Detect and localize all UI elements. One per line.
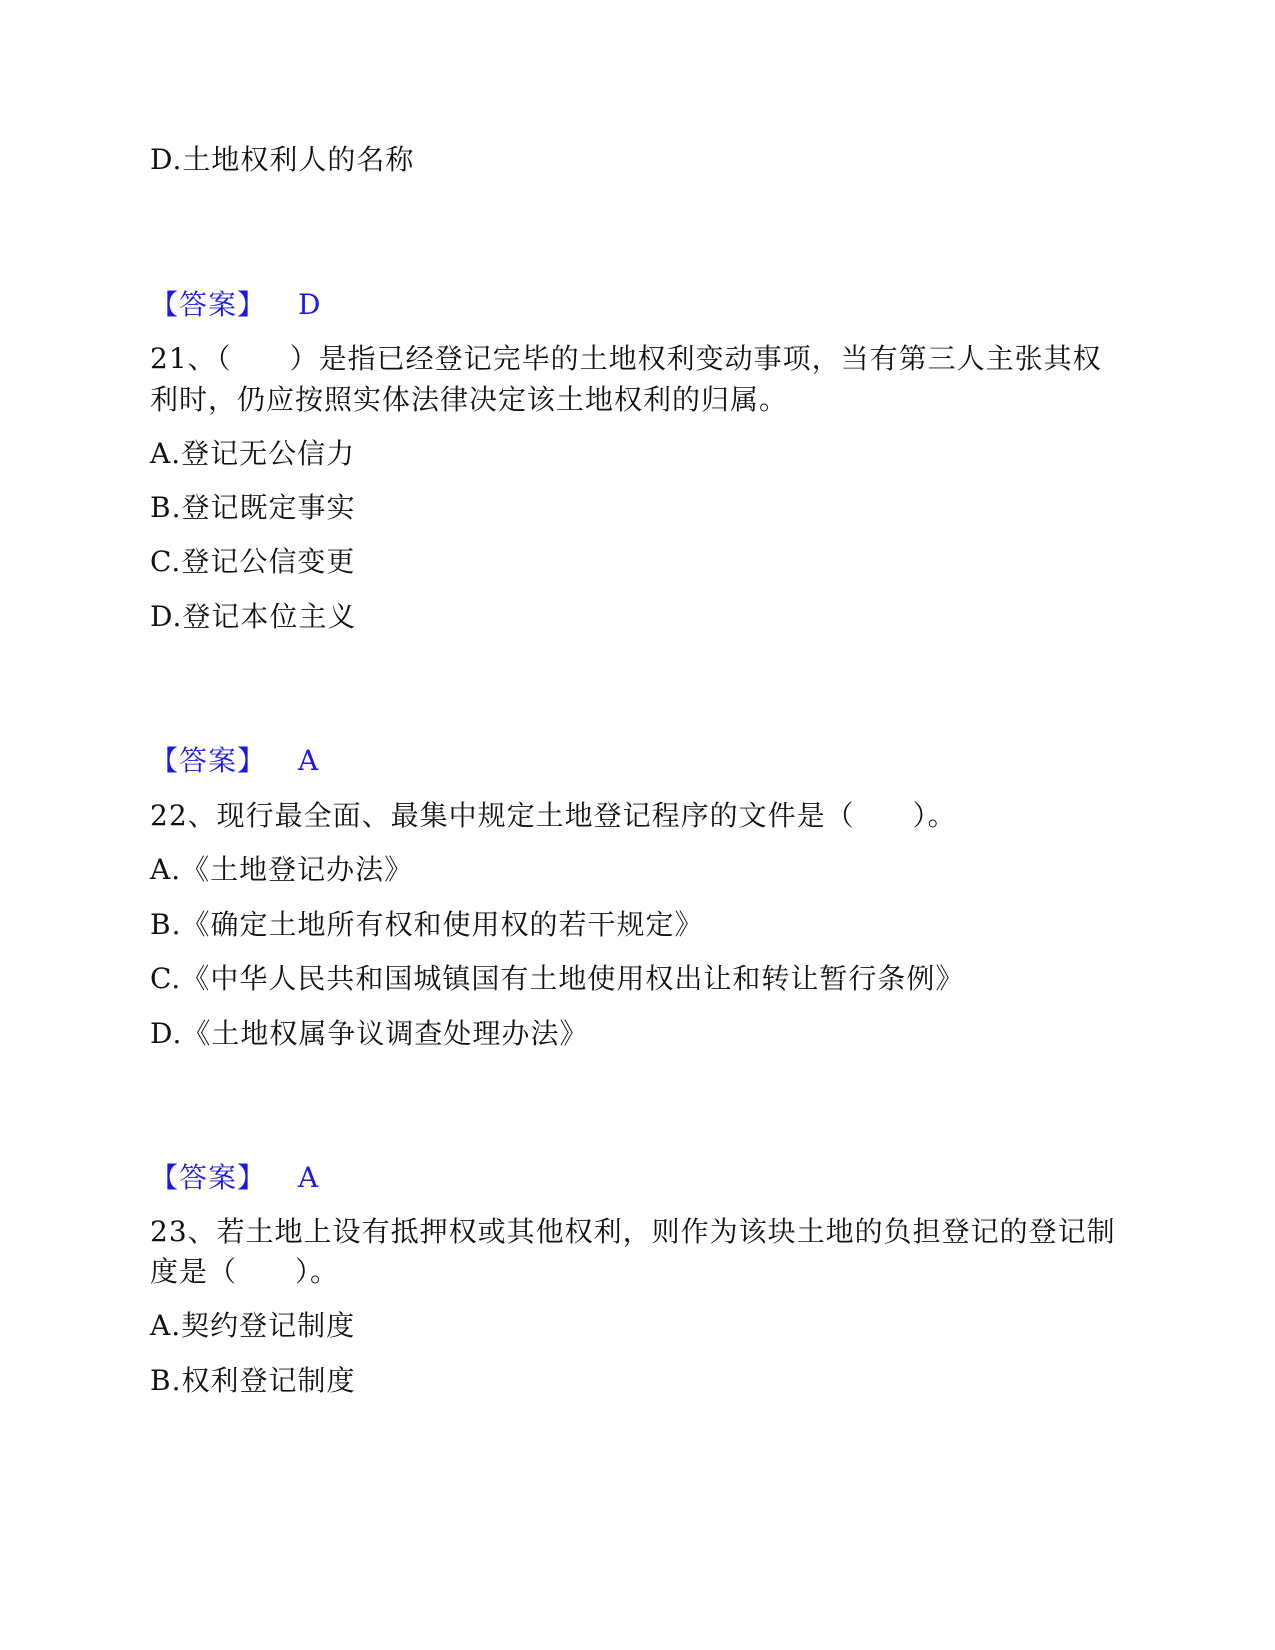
answer-line [150,1158,319,1198]
question-22-option-c: C.《中华人民共和国城镇国有土地使用权出让和转让暂行条例》 [150,962,965,995]
question-23-option-b: B.权利登记制度 [150,1364,356,1397]
answer-label: 【答案】 [150,1161,267,1194]
question-23-option-a: A.契约登记制度 [150,1309,356,1342]
question-22-option-d: D.《土地权属争议调查处理办法》 [150,1017,589,1050]
question-22-option-b: B.《确定土地所有权和使用权的若干规定》 [150,908,704,941]
question-21-stem-line-1: 21、（ ）是指已经登记完毕的土地权利变动事项，当有第三人主张其权 [150,342,1102,375]
answer-label: 【答案】 [150,288,267,321]
answer-line [150,741,319,781]
answer-value: A [298,744,320,777]
previous-question-option-d: D.土地权利人的名称 [150,143,415,176]
question-21-stem-line-2: 利时，仍应按照实体法律决定该土地权利的归属。 [150,383,789,416]
answer-label: 【答案】 [150,744,267,777]
answer-value: A [298,1161,320,1194]
question-23-stem-line-1: 23、若土地上设有抵押权或其他权利，则作为该块土地的负担登记的登记制 [150,1215,1116,1248]
question-23-stem-line-2: 度是（ ）。 [150,1255,340,1288]
answer-line [150,285,321,325]
question-21-option-c: C.登记公信变更 [150,545,356,578]
answer-value: D [298,288,322,321]
question-21-option-a: A.登记无公信力 [150,437,356,470]
question-22-option-a: A.《土地登记办法》 [150,853,414,886]
question-21-option-d: D.登记本位主义 [150,600,357,633]
question-22-stem-line-1: 22、现行最全面、最集中规定土地登记程序的文件是（ ）。 [150,799,957,832]
question-21-option-b: B.登记既定事实 [150,491,356,524]
